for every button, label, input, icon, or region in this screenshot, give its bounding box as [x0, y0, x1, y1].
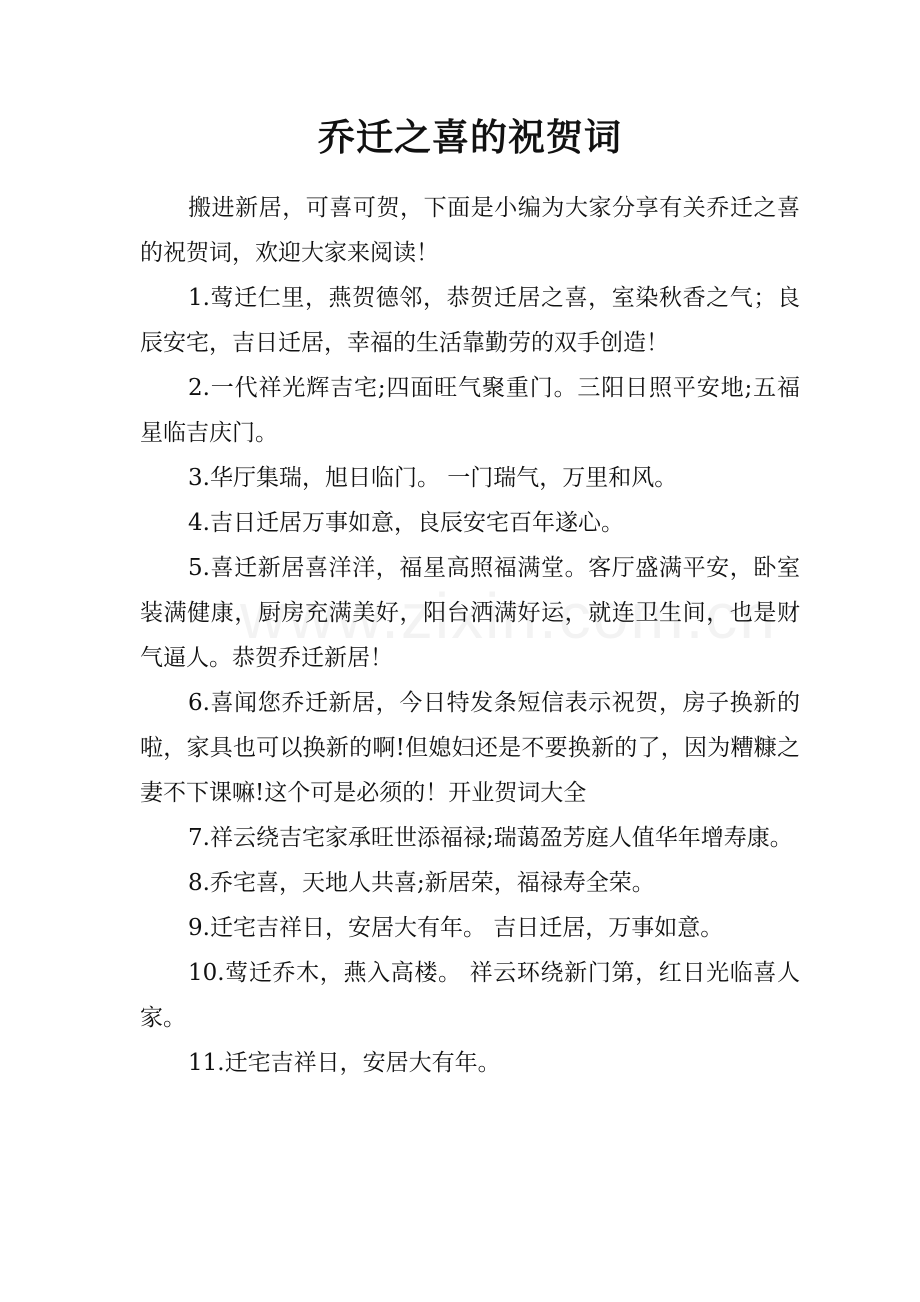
intro-paragraph: 搬进新居，可喜可贺，下面是小编为大家分享有关乔迁之喜的祝贺词，欢迎大家来阅读！ [140, 195, 800, 266]
greeting-item-1: 1.莺迁仁里，燕贺德邻，恭贺迁居之喜，室染秋香之气；良辰安宅，吉日迁居，幸福的生活靠勤劳的双手创造！ [140, 285, 800, 356]
greeting-item-3: 3.华厅集瑞，旭日临门。 一门瑞气，万里和风。 [188, 465, 678, 491]
greeting-item-10: 10.莺迁乔木，燕入高楼。 祥云环绕新门第，红日光临喜人家。 [140, 960, 800, 1031]
greeting-item-5: 5.喜迁新居喜洋洋，福星高照福满堂。客厅盛满平安，卧室装满健康，厨房充满美好，阳台洒满好运，就连卫生间，也是财气逼人。恭贺乔迁新居！ [140, 555, 800, 671]
greeting-item-6: 6.喜闻您乔迁新居，今日特发条短信表示祝贺，房子换新的啦，家具也可以换新的啊!但媳妇还是不要换新的了，因为糟糠之妻不下课嘛!这个可是必须的！开业贺词大全 [140, 690, 800, 806]
greeting-item-11: 11.迁宅吉祥日，安居大有年。 [188, 1050, 501, 1076]
greeting-item-4: 4.吉日迁居万事如意，良辰安宅百年遂心。 [188, 510, 624, 536]
greeting-item-2: 2.一代祥光辉吉宅;四面旺气聚重门。三阳日照平安地;五福星临吉庆门。 [140, 375, 800, 446]
greeting-item-9: 9.迁宅吉祥日，安居大有年。 吉日迁居，万事如意。 [188, 915, 724, 941]
greeting-item-7: 7.祥云绕吉宅家承旺世添福禄;瑞蔼盈芳庭人值华年增寿康。 [188, 825, 793, 851]
greeting-item-8: 8.乔宅喜，天地人共喜;新居荣，福禄寿全荣。 [188, 870, 655, 896]
document-title: 乔迁之喜的祝贺词 [318, 115, 622, 159]
